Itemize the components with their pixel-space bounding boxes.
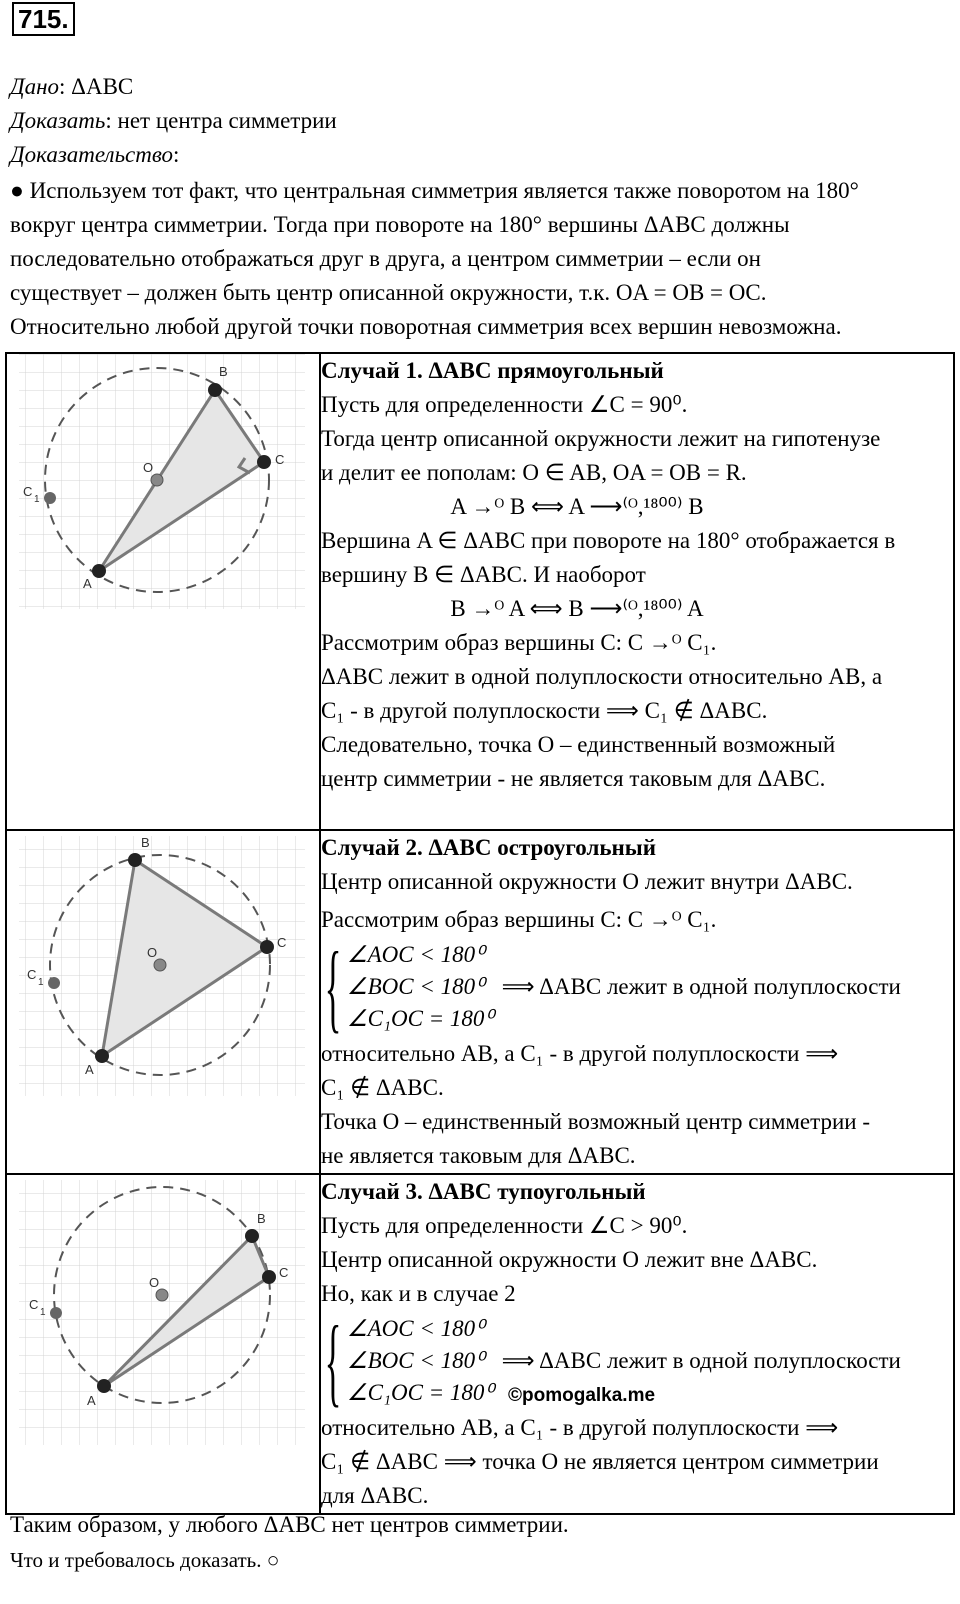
point-b	[128, 853, 142, 867]
problem-number: 715.	[12, 2, 75, 36]
case1-line: ΔABC лежит в одной полуплоскости относительно AB, а	[321, 664, 883, 689]
system-lines	[347, 939, 494, 1035]
case2-text	[320, 830, 954, 1174]
case1-figure	[7, 354, 317, 824]
system-lines	[347, 1313, 494, 1409]
qed-line: Что и требовалось доказать. ○	[10, 1548, 280, 1572]
case1-title: Случай 1. ΔABC прямоугольный	[321, 358, 664, 383]
intro-line: ● Используем тот факт, что центральная симметрия является также поворотом на 180°	[10, 178, 859, 203]
system-result: ⟹ ΔABC лежит в одной полуплоскости	[501, 1348, 901, 1373]
point-a	[97, 1379, 111, 1393]
point-b	[245, 1229, 259, 1243]
case1-formula: B →ᴼ A ⟺ B ⟶⁽ᴼ,¹⁸⁰⁰⁾ A	[450, 596, 704, 621]
label-c1-sub: 1	[34, 494, 40, 505]
system-line: ∠AOC < 180⁰	[347, 1316, 485, 1341]
intro-line: последовательно отображаться друг в друга, а центром симметрии – если он	[10, 246, 761, 271]
case3-line: C₁ ∉ ΔABC ⟹ точка O не является центром симметрии	[321, 1449, 879, 1474]
system-result: ⟹ ΔABC лежит в одной полуплоскости	[501, 974, 901, 999]
label-o: O	[149, 1275, 160, 1290]
case2-line: относительно AB, а C₁ - в другой полуплоскости ⟹	[321, 1041, 839, 1066]
point-c	[257, 455, 271, 469]
case2-line: Центр описанной окружности O лежит внутри ΔABC.	[321, 869, 853, 894]
case2-line: Точка O – единственный возможный центр симметрии -	[321, 1109, 870, 1134]
given-label: Дано	[10, 74, 60, 99]
case2-system	[321, 931, 953, 1042]
watermark: ©pomogalka.me	[508, 1385, 656, 1406]
case1-line: Пусть для определенности ∠C = 90⁰.	[321, 392, 688, 417]
point-c	[260, 940, 274, 954]
point-c1	[44, 492, 56, 504]
intro-line: существует – должен быть центр описанной окружности, т.к. OA = OB = OC.	[10, 280, 767, 305]
label-c1-sub: 1	[38, 977, 44, 988]
point-c1	[50, 1307, 62, 1319]
case2-figure	[7, 831, 317, 1167]
system-line: ∠C₁OC = 180⁰	[347, 1380, 494, 1405]
case2-line: Рассмотрим образ вершины C: C →ᴼ C₁.	[321, 907, 717, 932]
label-b: B	[141, 835, 150, 850]
proof-value: :	[173, 142, 180, 167]
case3-line: для ΔABC.	[321, 1483, 429, 1508]
point-o	[151, 474, 163, 486]
case2-row	[6, 830, 954, 1174]
point-c	[262, 1270, 276, 1284]
point-a	[95, 1049, 109, 1063]
system-brace: {	[324, 931, 342, 1042]
case1-line: и делит ее пополам: O ∈ AB, OA = OB = R.	[321, 460, 747, 485]
case3-text	[320, 1174, 954, 1514]
case3-line: Пусть для определенности ∠C > 90⁰.	[321, 1213, 688, 1238]
case1-formula: A →ᴼ B ⟺ A ⟶⁽ᴼ,¹⁸⁰⁰⁾ B	[450, 494, 704, 519]
label-c: C	[279, 1265, 289, 1280]
case1-line: Вершина A ∈ ΔABC при повороте на 180° отображается в	[321, 528, 896, 553]
case1-text	[320, 353, 954, 830]
case3-figure	[7, 1175, 317, 1507]
case1-line: Рассмотрим образ вершины C: C →ᴼ C₁.	[321, 630, 717, 655]
system-brace: {	[324, 1305, 342, 1416]
system-line: ∠AOC < 180⁰	[347, 942, 485, 967]
given-line	[10, 72, 133, 102]
label-o: O	[143, 460, 154, 475]
point-a	[92, 564, 106, 578]
cases-table	[5, 352, 955, 1515]
label-c: C	[275, 452, 285, 467]
proof-line	[10, 140, 179, 170]
case1-line: вершину B ∈ ΔABC. И наоборот	[321, 562, 646, 587]
case1-line: центр симметрии - не является таковым для ΔABC.	[321, 766, 826, 791]
case1-figure-cell	[6, 353, 320, 830]
system-line: ∠BOC < 180⁰	[347, 974, 485, 999]
case2-figure-cell	[6, 830, 320, 1174]
point-c1	[48, 977, 60, 989]
case1-line: C₁ - в другой полуплоскости ⟹ C₁ ∉ ΔABC.	[321, 698, 768, 723]
label-c1: C	[27, 967, 37, 982]
point-o	[154, 959, 166, 971]
case2-line: C₁ ∉ ΔABC.	[321, 1075, 444, 1100]
system-line: ∠BOC < 180⁰	[347, 1348, 485, 1373]
prove-line	[10, 106, 337, 136]
case3-figure-cell	[6, 1174, 320, 1514]
case1-line: Следовательно, точка O – единственный возможный	[321, 732, 836, 757]
point-b	[208, 383, 222, 397]
label-a: A	[83, 576, 92, 591]
intro-line: вокруг центра симметрии. Тогда при повороте на 180° вершины ΔABC должны	[10, 212, 790, 237]
label-a: A	[87, 1393, 96, 1408]
label-b: B	[219, 364, 228, 379]
label-c: C	[277, 935, 287, 950]
case3-row	[6, 1174, 954, 1514]
case3-line: Но, как и в случае 2	[321, 1281, 516, 1306]
system-line: ∠C₁OC = 180⁰	[347, 1006, 494, 1031]
label-o: O	[147, 945, 158, 960]
case2-line: не является таковым для ΔABC.	[321, 1143, 636, 1168]
case3-line: относительно AB, а C₁ - в другой полуплоскости ⟹	[321, 1415, 839, 1440]
prove-value: : нет центра симметрии	[105, 108, 337, 133]
case1-line: Тогда центр описанной окружности лежит на гипотенузе	[321, 426, 881, 451]
label-b: B	[257, 1211, 266, 1226]
label-c1: C	[23, 484, 33, 499]
given-value: : ΔABC	[59, 74, 134, 99]
case3-title: Случай 3. ΔABC тупоугольный	[321, 1179, 646, 1204]
conclusion: Таким образом, у любого ΔABC нет центров симметрии.	[10, 1512, 569, 1537]
label-c1-sub: 1	[40, 1307, 46, 1318]
point-o	[156, 1289, 168, 1301]
case3-line: Центр описанной окружности O лежит вне ΔABC.	[321, 1247, 818, 1272]
prove-label: Доказать	[10, 108, 106, 133]
proof-label: Доказательство	[10, 142, 174, 167]
case1-row	[6, 353, 954, 830]
intro-line: Относительно любой другой точки поворотная симметрия всех вершин невозможна.	[10, 314, 842, 339]
label-c1: C	[29, 1297, 39, 1312]
case2-title: Случай 2. ΔABC остроугольный	[321, 835, 657, 860]
label-a: A	[85, 1062, 94, 1077]
